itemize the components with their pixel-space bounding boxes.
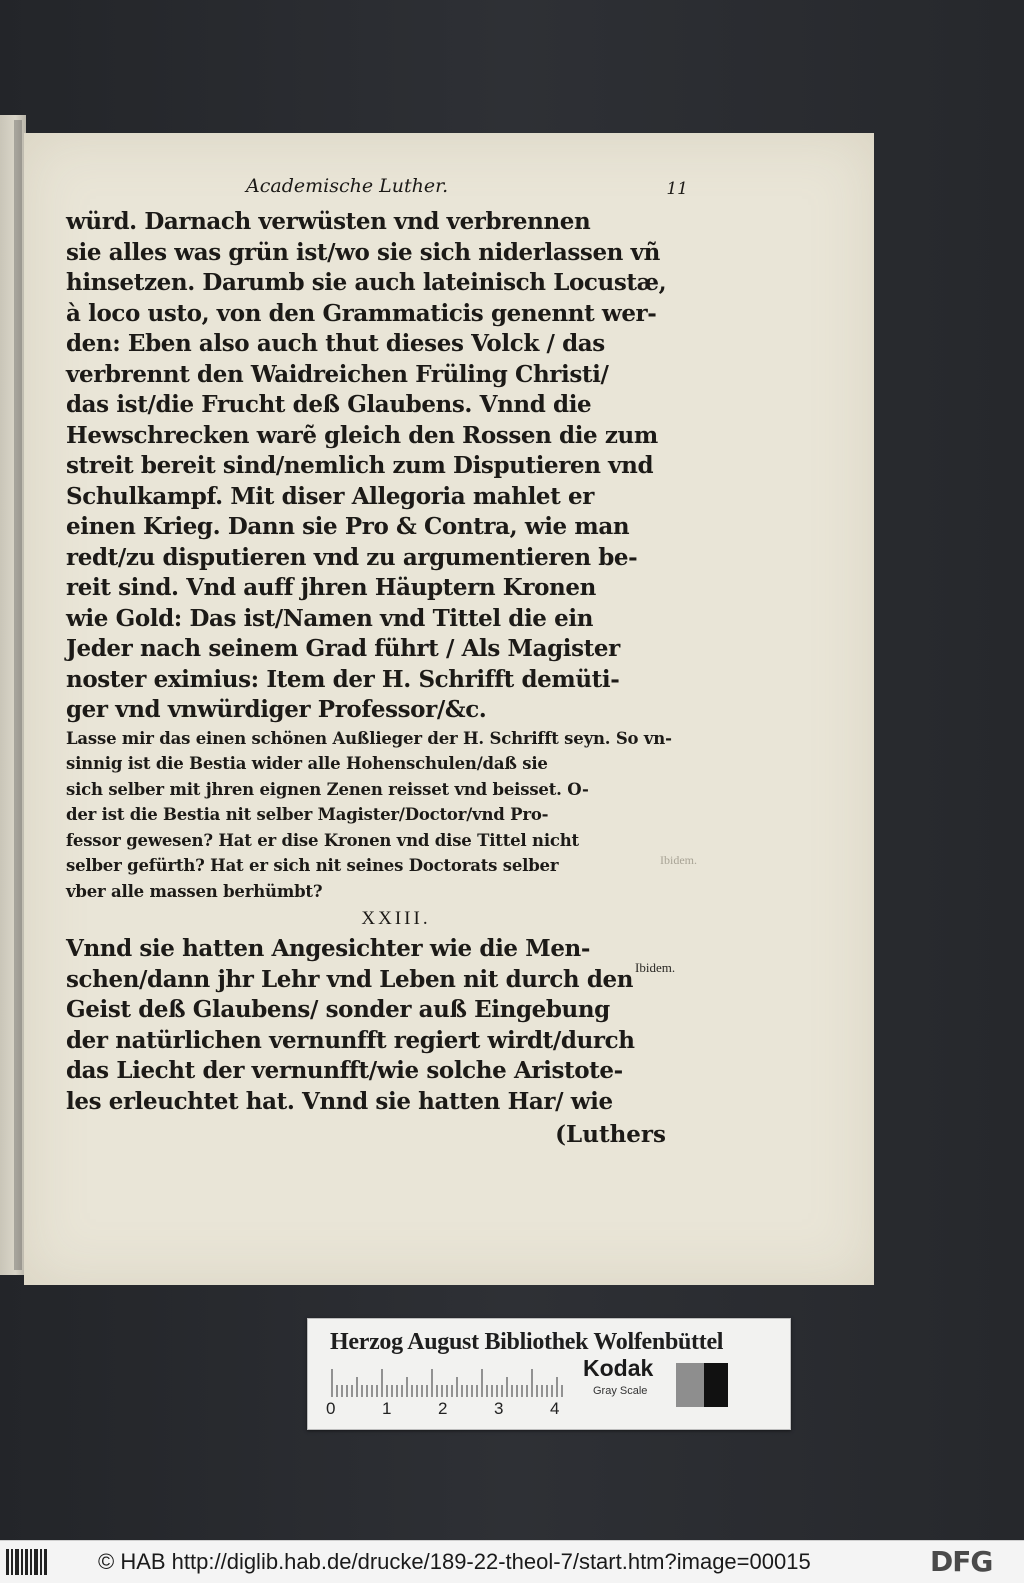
text-line: sie alles was grün ist/wo sie sich niderlassen vñ bbox=[66, 238, 660, 266]
small-text-line: der ist die Bestia nit selber Magister/Doctor/vnd Pro- bbox=[66, 805, 549, 824]
text-line: wie Gold: Das ist/Namen vnd Tittel die ein bbox=[66, 604, 594, 632]
ruler-number: 0 bbox=[326, 1399, 336, 1418]
text-line: das ist/die Frucht deß Glaubens. Vnnd die bbox=[66, 391, 592, 418]
text-line: reit sind. Vnd auff jhren Häuptern Kronen bbox=[66, 574, 596, 601]
small-text-line: sinnig ist die Bestia wider alle Hohenschulen/daß sie bbox=[66, 754, 548, 773]
small-text-line: sich selber mit jhren eignen Zenen reisset vnd beisset. O- bbox=[66, 779, 589, 799]
spine-shadow bbox=[14, 120, 22, 1270]
text-line: Schulkampf. Mit diser Allegoria mahlet er bbox=[66, 482, 594, 510]
text-line: hinsetzen. Darumb sie auch lateinisch Locustæ, bbox=[66, 269, 667, 296]
small-text-line: selber gefürth? Hat er sich nit seines Doctorats selber bbox=[66, 856, 559, 875]
text-line: les erleuchtet hat. Vnnd sie hatten Har/ wie bbox=[66, 1087, 613, 1115]
small-print-passage bbox=[66, 726, 672, 905]
ruler-numbers bbox=[326, 1399, 586, 1421]
book-page bbox=[24, 133, 874, 1285]
ruler-ticks bbox=[330, 1367, 568, 1397]
small-text-line: vber alle massen berhümbt? bbox=[66, 881, 323, 901]
text-line: das Liecht der vernunfft/wie solche Aristote- bbox=[66, 1057, 623, 1084]
text-line: noster eximius: Item der H. Schrifft demüti- bbox=[66, 665, 620, 693]
text-line: ger vnd vnwürdiger Professor/&c. bbox=[66, 696, 487, 723]
small-text-line: Lasse mir das einen schönen Außlieger der H. Schrifft seyn. So vn- bbox=[66, 728, 672, 748]
catchword: (Luthers bbox=[555, 1121, 666, 1148]
citation-link[interactable]: © HAB http://diglib.hab.de/drucke/189-22-theol-7/start.htm?image=00015 bbox=[98, 1549, 811, 1574]
text-line: einen Krieg. Dann sie Pro & Contra, wie man bbox=[66, 513, 630, 540]
bleed-through-margin-note: Ibidem. bbox=[660, 853, 697, 867]
text-line: Hewschrecken warẽ gleich den Rossen die zum bbox=[66, 421, 658, 449]
dfg-logo: DFG bbox=[930, 1545, 993, 1578]
text-line: der natürlichen vernunfft regiert wirdt/durch bbox=[66, 1026, 635, 1054]
ruler-number: 3 bbox=[494, 1399, 504, 1418]
text-line: à loco usto, von den Grammaticis genennt wer- bbox=[66, 299, 657, 327]
text-line: den: Eben also auch thut dieses Volck / das bbox=[66, 330, 605, 357]
body-text bbox=[66, 207, 666, 726]
text-line: Vnnd sie hatten Angesichter wie die Men- bbox=[66, 935, 591, 962]
running-title: Academische Luther. bbox=[246, 175, 449, 197]
text-line: Geist deß Glaubens/ sonder auß Eingebung bbox=[66, 996, 610, 1023]
gray-scale-label: Gray Scale bbox=[593, 1385, 648, 1397]
ruler-number: 2 bbox=[438, 1399, 448, 1418]
ruler-number: 1 bbox=[382, 1399, 392, 1418]
library-name: Herzog August Bibliothek Wolfenbüttel bbox=[330, 1329, 724, 1355]
text-line: verbrennt den Waidreichen Früling Christi/ bbox=[66, 360, 609, 388]
text-line: schen/dann jhr Lehr vnd Leben nit durch den bbox=[66, 965, 634, 993]
margin-note: Ibidem. bbox=[635, 960, 676, 975]
ruler-number: 4 bbox=[550, 1399, 560, 1418]
barcode-icon bbox=[6, 1549, 48, 1575]
adjacent-page-edge bbox=[0, 115, 26, 1275]
page-header bbox=[66, 171, 688, 207]
small-text-line: fessor gewesen? Hat er dise Kronen vnd dise Tittel nicht bbox=[66, 830, 579, 850]
footer-bar bbox=[0, 1540, 1024, 1583]
black-swatch bbox=[704, 1363, 728, 1407]
text-line: würd. Darnach verwüsten vnd verbrennen bbox=[66, 208, 591, 235]
folio-number: 11 bbox=[666, 179, 688, 199]
kodak-logo: Kodak bbox=[583, 1355, 654, 1381]
text-line: redt/zu disputieren vnd zu argumentieren be- bbox=[66, 543, 638, 571]
chapter-heading: XXIII. bbox=[361, 908, 431, 929]
text-line: Jeder nach seinem Grad führt / Als Magister bbox=[66, 635, 620, 662]
section-text bbox=[66, 934, 666, 1117]
text-line: streit bereit sind/nemlich zum Disputieren vnd bbox=[66, 452, 654, 479]
scale-card bbox=[307, 1318, 791, 1430]
